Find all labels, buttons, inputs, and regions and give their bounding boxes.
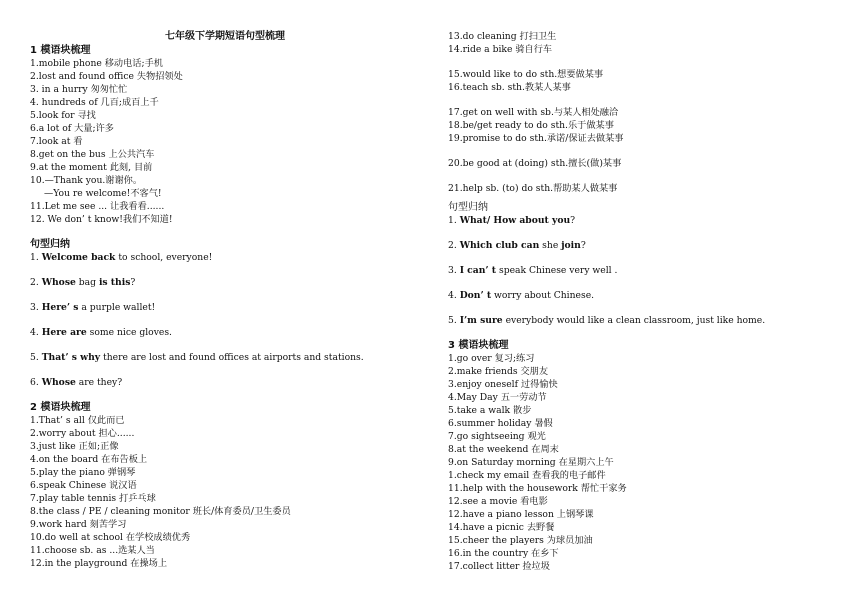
list-item: 15.would like to do sth.想要做某事	[448, 69, 604, 80]
list-item: 5.take a walk 散步	[448, 405, 532, 416]
list-item: 2.make friends 交朋友	[448, 366, 549, 377]
list-item: 12. We don’ t know!我们不知道!	[30, 214, 173, 225]
list-item: 5.look for 寻找	[30, 110, 96, 121]
list-item: 2.worry about 担心......	[30, 428, 135, 439]
list-item: 21.help sb. (to) do sth.帮助某人做某事	[448, 183, 618, 194]
sentence-item: 1. What/ How about you?	[448, 215, 576, 226]
list-item: 7.go sightseeing 观光	[448, 431, 546, 442]
list-item: 4. hundreds of 几百;成百上千	[30, 97, 159, 108]
module2-heading: 2 模语块梳理	[30, 402, 91, 413]
sentence-item: 3. Here’ s a purple wallet!	[30, 302, 156, 313]
list-item: 16.in the country 在乡下	[448, 548, 559, 559]
list-item: 8.the class / PE / cleaning monitor 班长/体育委员/卫生委员	[30, 506, 291, 517]
list-item: 6.summer holiday 暑假	[448, 418, 553, 429]
list-item: 4.on the board 在布告板上	[30, 454, 148, 465]
list-item: 8.get on the bus 上公共汽车	[30, 149, 155, 160]
sentences1-heading: 句型归纳	[30, 239, 70, 250]
list-item: 3.enjoy oneself 过得愉快	[448, 379, 558, 390]
list-item: 8.at the weekend 在周末	[448, 444, 559, 455]
list-item: 16.teach sb. sth.教某人某事	[448, 82, 571, 93]
list-item: 7.play table tennis 打乒乓球	[30, 493, 156, 504]
right-column	[448, 30, 843, 573]
list-item: 2.lost and found office 失物招领处	[30, 71, 183, 82]
list-item: 10.—Thank you.谢谢你。	[30, 175, 143, 186]
module3-heading: 3 模语块梳理	[448, 340, 509, 351]
list-item: —You re welcome!不客气!	[44, 188, 162, 199]
list-item: 1.That’ s all 仅此而已	[30, 415, 125, 426]
list-item: 1.mobile phone 移动电话;手机	[30, 58, 163, 69]
list-item: 11.choose sb. as ...选某人当	[30, 545, 155, 556]
list-item: 3.just like 正如;正像	[30, 441, 119, 452]
list-item: 14.have a picnic 去野餐	[448, 522, 555, 533]
sentence-item: 6. Whose are they?	[30, 377, 123, 388]
module1-heading: 1 模语块梳理	[30, 45, 91, 56]
list-item: 17.get on well with sb.与某人相处融洽	[448, 107, 619, 118]
list-item: 15.cheer the players 为球员加油	[448, 535, 593, 546]
list-item: 12.in the playground 在操场上	[30, 558, 168, 569]
list-item: 7.look at 看	[30, 136, 83, 147]
list-item: 20.be good at (doing) sth.擅长(做)某事	[448, 158, 622, 169]
sentence-item: 2. Which club can she join?	[448, 240, 586, 251]
list-item: 18.be/get ready to do sth.乐于做某事	[448, 120, 614, 131]
list-item: 14.ride a bike 骑自行车	[448, 44, 553, 55]
sentence-item: 3. I can’ t speak Chinese very well .	[448, 265, 618, 276]
list-item: 9.work hard 刻苦学习	[30, 519, 127, 530]
list-item: 9.on Saturday morning 在星期六上午	[448, 457, 614, 468]
list-item: 6.speak Chinese 说汉语	[30, 480, 137, 491]
list-item: 3. in a hurry 匆匆忙忙	[30, 84, 128, 95]
list-item: 11.Let me see ... 让我看看......	[30, 201, 165, 212]
list-item: 9.at the moment 此刻, 目前	[30, 162, 153, 173]
list-item: 6.a lot of 大量;许多	[30, 123, 114, 134]
sentence-item: 5. That’ s why there are lost and found offices at airports and stations.	[30, 352, 364, 363]
list-item: 5.play the piano 弹钢琴	[30, 467, 136, 478]
list-item: 1.check my email 查看我的电子邮件	[448, 470, 606, 481]
sentence-item: 1. Welcome back to school, everyone!	[30, 252, 213, 263]
list-item: 19.promise to do sth.承诺/保证去做某事	[448, 133, 624, 144]
list-item: 13.do cleaning 打扫卫生	[448, 31, 557, 42]
sentence-item: 2. Whose bag is this?	[30, 277, 136, 288]
page-title: 七年级下学期短语句型梳理	[165, 31, 285, 42]
sentence-item: 4. Don’ t worry about Chinese.	[448, 290, 595, 301]
sentence-item: 4. Here are some nice gloves.	[30, 327, 172, 338]
list-item: 10.do well at school 在学校成绩优秀	[30, 532, 191, 543]
list-item: 1.go over 复习;练习	[448, 353, 535, 364]
list-item: 4.May Day 五一劳动节	[448, 392, 547, 403]
sentences2-heading: 句型归纳	[448, 202, 488, 213]
sentence-item: 5. I’m sure everybody would like a clean classroom, just like home.	[448, 315, 766, 326]
list-item: 12.have a piano lesson 上钢琴课	[448, 509, 594, 520]
left-column	[30, 30, 420, 570]
list-item: 12.see a movie 看电影	[448, 496, 548, 507]
list-item: 17.collect litter 捡垃圾	[448, 561, 550, 572]
list-item: 11.help with the housework 帮忙干家务	[448, 483, 627, 494]
